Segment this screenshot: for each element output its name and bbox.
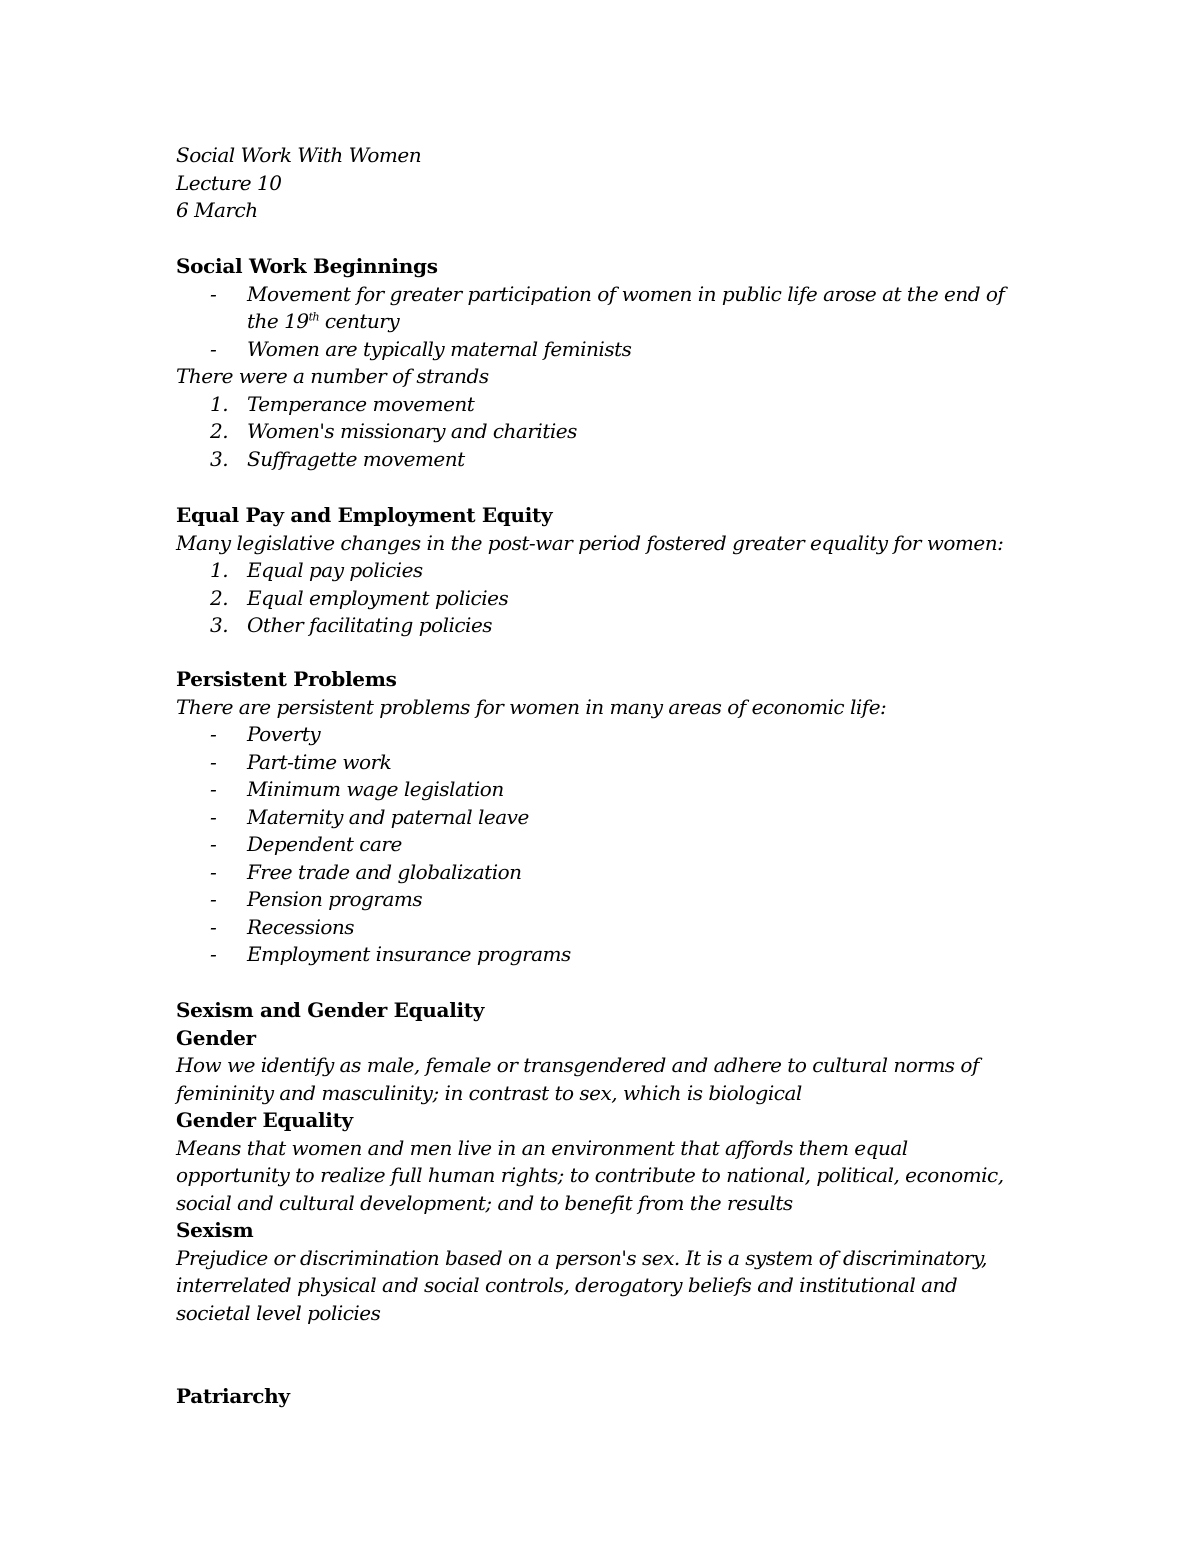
bullet-line xyxy=(247,308,1046,336)
list-item-text: Employment insurance programs xyxy=(247,942,571,966)
dash-marker: - xyxy=(210,336,217,361)
list-item xyxy=(176,721,1046,749)
definition-line: interrelated physical and social controls, derogatory beliefs and institutional and xyxy=(176,1273,958,1297)
bullet-item xyxy=(176,281,1046,336)
number-marker: 3. xyxy=(210,446,229,471)
dash-marker: - xyxy=(210,722,217,746)
list-item xyxy=(176,914,1046,942)
bullet-text-part: the 19 xyxy=(247,309,309,333)
list-item xyxy=(176,859,1046,887)
list-item xyxy=(176,941,1046,969)
subheading-sexism: Sexism xyxy=(176,1218,254,1242)
dash-marker: - xyxy=(210,281,217,306)
bullet-item xyxy=(176,336,1046,364)
section-intro: Many legislative changes in the post-war period fostered greater equality for women: xyxy=(176,530,1004,555)
number-marker: 1. xyxy=(210,391,229,416)
superscript: th xyxy=(308,310,320,324)
list-item xyxy=(176,886,1046,914)
list-item-text: Poverty xyxy=(247,722,321,746)
definition-line: Means that women and men live in an environment that affords them equal xyxy=(176,1135,908,1160)
document-header xyxy=(176,142,1046,225)
section-intro: There are persistent problems for women in many areas of economic life: xyxy=(176,694,887,719)
bullet-text: Women are typically maternal feminists xyxy=(247,336,632,361)
list-item-text: Minimum wage legislation xyxy=(247,777,504,801)
bullet-line: Movement for greater participation of women in public life arose at the end of xyxy=(247,281,1005,306)
item-text: Equal employment policies xyxy=(247,585,509,610)
list-item xyxy=(176,749,1046,777)
item-text: Equal pay policies xyxy=(247,558,423,582)
definition-line: societal level policies xyxy=(176,1300,381,1325)
list-item xyxy=(176,831,1046,859)
list-item-text: Free trade and globalization xyxy=(247,859,522,884)
numbered-item xyxy=(176,391,1046,419)
dash-marker: - xyxy=(210,832,217,856)
subheading-gender-equality: Gender Equality xyxy=(176,1108,353,1132)
item-text: Women's missionary and charities xyxy=(247,419,577,443)
section-persistent-problems xyxy=(176,666,1046,969)
bullet-text xyxy=(176,281,1046,336)
list-item xyxy=(176,804,1046,832)
numbered-item xyxy=(176,418,1046,446)
definition-line: femininity and masculinity; in contrast to sex, which is biological xyxy=(176,1080,802,1105)
dash-marker: - xyxy=(210,777,217,801)
subheading-gender: Gender xyxy=(176,1025,256,1050)
problems-list xyxy=(176,721,1046,969)
definition-line: How we identify as male, female or transgendered and adhere to cultural norms of xyxy=(176,1053,979,1077)
definition-line: social and cultural development; and to benefit from the results xyxy=(176,1190,793,1215)
item-text: Suffragette movement xyxy=(247,446,465,471)
definition-line: opportunity to realize full human rights; to contribute to national, political, economic, xyxy=(176,1163,1004,1187)
section-beginnings xyxy=(176,253,1046,473)
list-item-text: Part-time work xyxy=(247,749,392,774)
section-heading: Social Work Beginnings xyxy=(176,254,438,278)
section-heading: Persistent Problems xyxy=(176,667,397,691)
dash-marker: - xyxy=(210,914,217,939)
section-heading: Equal Pay and Employment Equity xyxy=(176,503,553,527)
dash-marker: - xyxy=(210,859,217,884)
list-item-text: Pension programs xyxy=(247,887,423,911)
number-marker: 2. xyxy=(210,585,229,610)
section-equal-pay xyxy=(176,502,1046,640)
list-item xyxy=(176,776,1046,804)
section-sexism xyxy=(176,997,1046,1327)
numbered-item xyxy=(176,585,1046,613)
numbered-item xyxy=(176,446,1046,474)
bullet-text-part: century xyxy=(319,309,400,333)
list-item-text: Dependent care xyxy=(247,832,402,856)
course-title: Social Work With Women xyxy=(176,143,422,167)
list-item-text: Maternity and paternal leave xyxy=(247,804,529,829)
number-marker: 2. xyxy=(210,419,229,443)
item-text: Temperance movement xyxy=(247,391,475,416)
item-text: Other facilitating policies xyxy=(247,613,493,637)
definition-line: Prejudice or discrimination based on a person's sex. It is a system of discriminatory, xyxy=(176,1245,987,1270)
section-patriarchy xyxy=(176,1383,1046,1411)
section-heading: Patriarchy xyxy=(176,1384,290,1408)
numbered-item xyxy=(176,557,1046,585)
section-intro: There were a number of strands xyxy=(176,364,489,388)
number-marker: 1. xyxy=(210,558,229,582)
dash-marker: - xyxy=(210,887,217,911)
lecture-date: 6 March xyxy=(176,198,258,222)
dash-marker: - xyxy=(210,804,217,829)
lecture-number: Lecture 10 xyxy=(176,170,282,195)
section-heading: Sexism and Gender Equality xyxy=(176,998,485,1022)
numbered-item xyxy=(176,612,1046,640)
dash-marker: - xyxy=(210,749,217,774)
dash-marker: - xyxy=(210,942,217,966)
list-item-text: Recessions xyxy=(247,914,355,939)
number-marker: 3. xyxy=(210,613,229,637)
